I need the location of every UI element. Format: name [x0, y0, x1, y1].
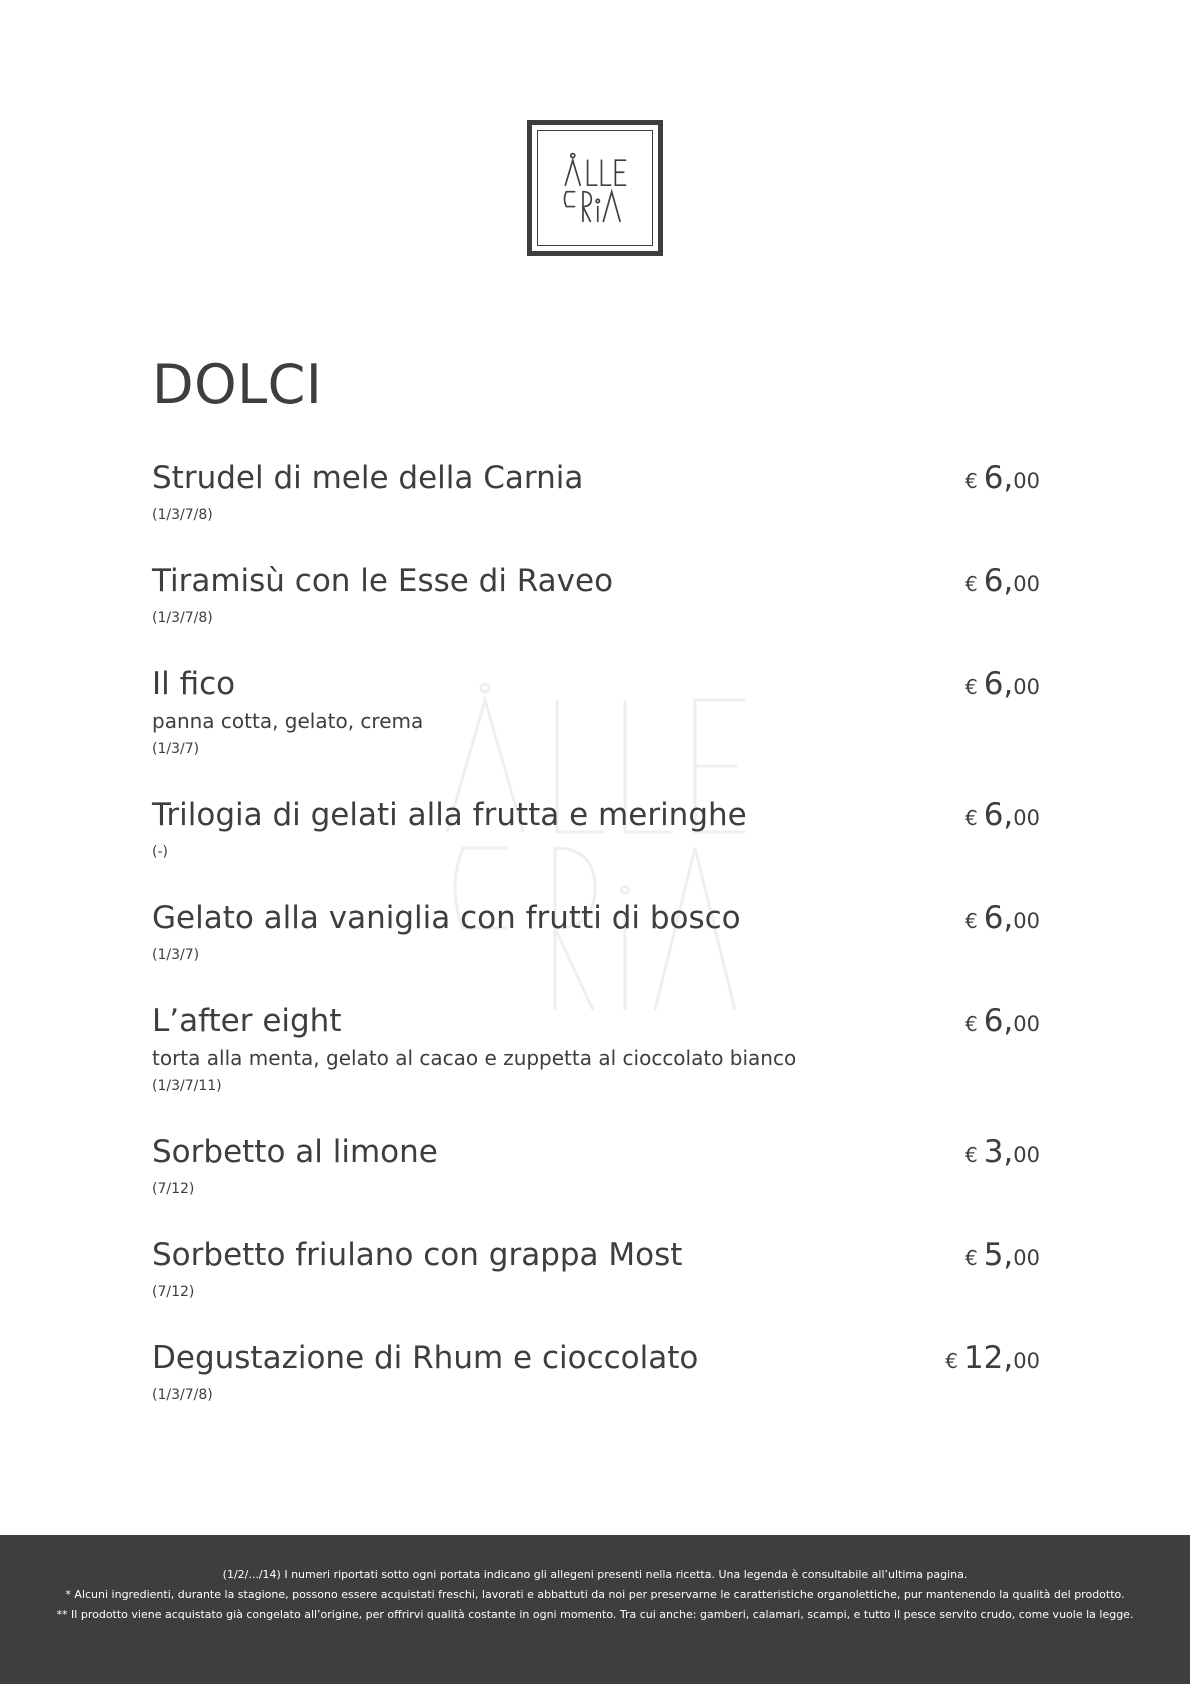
item-name: Gelato alla vaniglia con frutti di bosco — [152, 900, 741, 936]
item-allergens: (1/3/7/8) — [152, 507, 213, 523]
price-integer: 6, — [983, 460, 1014, 496]
item-description: panna cotta, gelato, crema — [152, 709, 424, 733]
price-cents: 00 — [1013, 572, 1040, 596]
item-name: Strudel di mele della Carnia — [152, 460, 584, 496]
currency-symbol: € — [964, 675, 978, 699]
item-price — [965, 662, 1040, 709]
logo-lettering-icon — [532, 125, 658, 251]
currency-symbol: € — [945, 1349, 958, 1373]
price-integer: 6, — [983, 900, 1014, 936]
item-allergens: (1/3/7/11) — [152, 1078, 222, 1094]
item-price — [965, 999, 1040, 1046]
currency-symbol: € — [964, 572, 978, 596]
price-cents: 00 — [1013, 1246, 1040, 1270]
price-integer: 6, — [983, 563, 1014, 599]
footer-notes-bar — [0, 1535, 1190, 1684]
price-integer: 12, — [963, 1340, 1014, 1376]
item-price — [965, 456, 1040, 503]
footer-notes — [0, 1535, 1190, 1625]
price-cents: 00 — [1013, 1349, 1040, 1373]
currency-symbol: € — [964, 1246, 978, 1270]
price-cents: 00 — [1013, 909, 1040, 933]
menu-item-strudel — [152, 456, 1040, 525]
frozen-product-note: ** Il prodotto viene acquistato già congelato all’origine, per offrirvi qualità costante in ogni momento. Tra cui anche: gamberi, calamari, scampi, e tutto il pesce servito crudo, come vuole la legge. — [56, 1608, 1134, 1621]
item-name: Sorbetto al limone — [152, 1134, 438, 1170]
currency-symbol: € — [964, 909, 978, 933]
item-allergens: (7/12) — [152, 1284, 195, 1300]
price-cents: 00 — [1013, 469, 1040, 493]
price-cents: 00 — [1013, 1143, 1040, 1167]
menu-item-gelato-vaniglia — [152, 896, 1040, 965]
price-cents: 00 — [1013, 675, 1040, 699]
item-allergens: (1/3/7/8) — [152, 1387, 213, 1403]
section-title: DOLCI — [152, 353, 323, 416]
menu-item-after-eight — [152, 999, 1040, 1096]
item-price — [965, 1130, 1040, 1177]
currency-symbol: € — [964, 469, 978, 493]
currency-symbol: € — [964, 806, 978, 830]
item-name: Sorbetto friulano con grappa Most — [152, 1237, 683, 1273]
item-name: Il fico — [152, 666, 236, 702]
price-integer: 3, — [983, 1134, 1014, 1170]
menu-item-sorbetto-friulano — [152, 1233, 1040, 1302]
item-allergens: (-) — [152, 844, 168, 860]
price-integer: 6, — [983, 666, 1014, 702]
price-cents: 00 — [1013, 1012, 1040, 1036]
item-price — [965, 559, 1040, 606]
item-name: L’after eight — [152, 1003, 342, 1039]
price-cents: 00 — [1013, 806, 1040, 830]
dessert-list — [152, 456, 1040, 1405]
price-integer: 5, — [983, 1237, 1014, 1273]
menu-item-sorbetto-limone — [152, 1130, 1040, 1199]
logo — [527, 120, 663, 256]
item-name: Trilogia di gelati alla frutta e meringhe — [152, 797, 747, 833]
menu-item-trilogia — [152, 793, 1040, 862]
item-name: Tiramisù con le Esse di Raveo — [152, 563, 614, 599]
item-allergens: (1/3/7) — [152, 741, 200, 757]
menu-item-degustazione-rhum — [152, 1336, 1040, 1405]
item-allergens: (1/3/7/8) — [152, 610, 213, 626]
allergen-note: (1/2/.../14) I numeri riportati sotto ogni portata indicano gli allegeni presenti nella ricetta. Una legenda è consultabile all’ultima pagina. — [222, 1568, 968, 1581]
price-integer: 6, — [983, 797, 1014, 833]
menu-item-tiramisu — [152, 559, 1040, 628]
fresh-ingredients-note: * Alcuni ingredienti, durante la stagione, possono essere acquistati freschi, lavorati e abbattuti da noi per preservarne le caratteristiche organolettiche, pur mantenendo la qualità del prodotto. — [65, 1588, 1125, 1601]
item-allergens: (1/3/7) — [152, 947, 200, 963]
item-allergens: (7/12) — [152, 1181, 195, 1197]
currency-symbol: € — [964, 1012, 978, 1036]
item-description: torta alla menta, gelato al cacao e zuppetta al cioccolato bianco — [152, 1046, 797, 1070]
currency-symbol: € — [964, 1143, 978, 1167]
item-price — [945, 1336, 1040, 1383]
price-integer: 6, — [983, 1003, 1014, 1039]
item-price — [965, 1233, 1040, 1280]
menu-item-il-fico — [152, 662, 1040, 759]
item-name: Degustazione di Rhum e cioccolato — [152, 1340, 699, 1376]
item-price — [965, 896, 1040, 943]
item-price — [965, 793, 1040, 840]
